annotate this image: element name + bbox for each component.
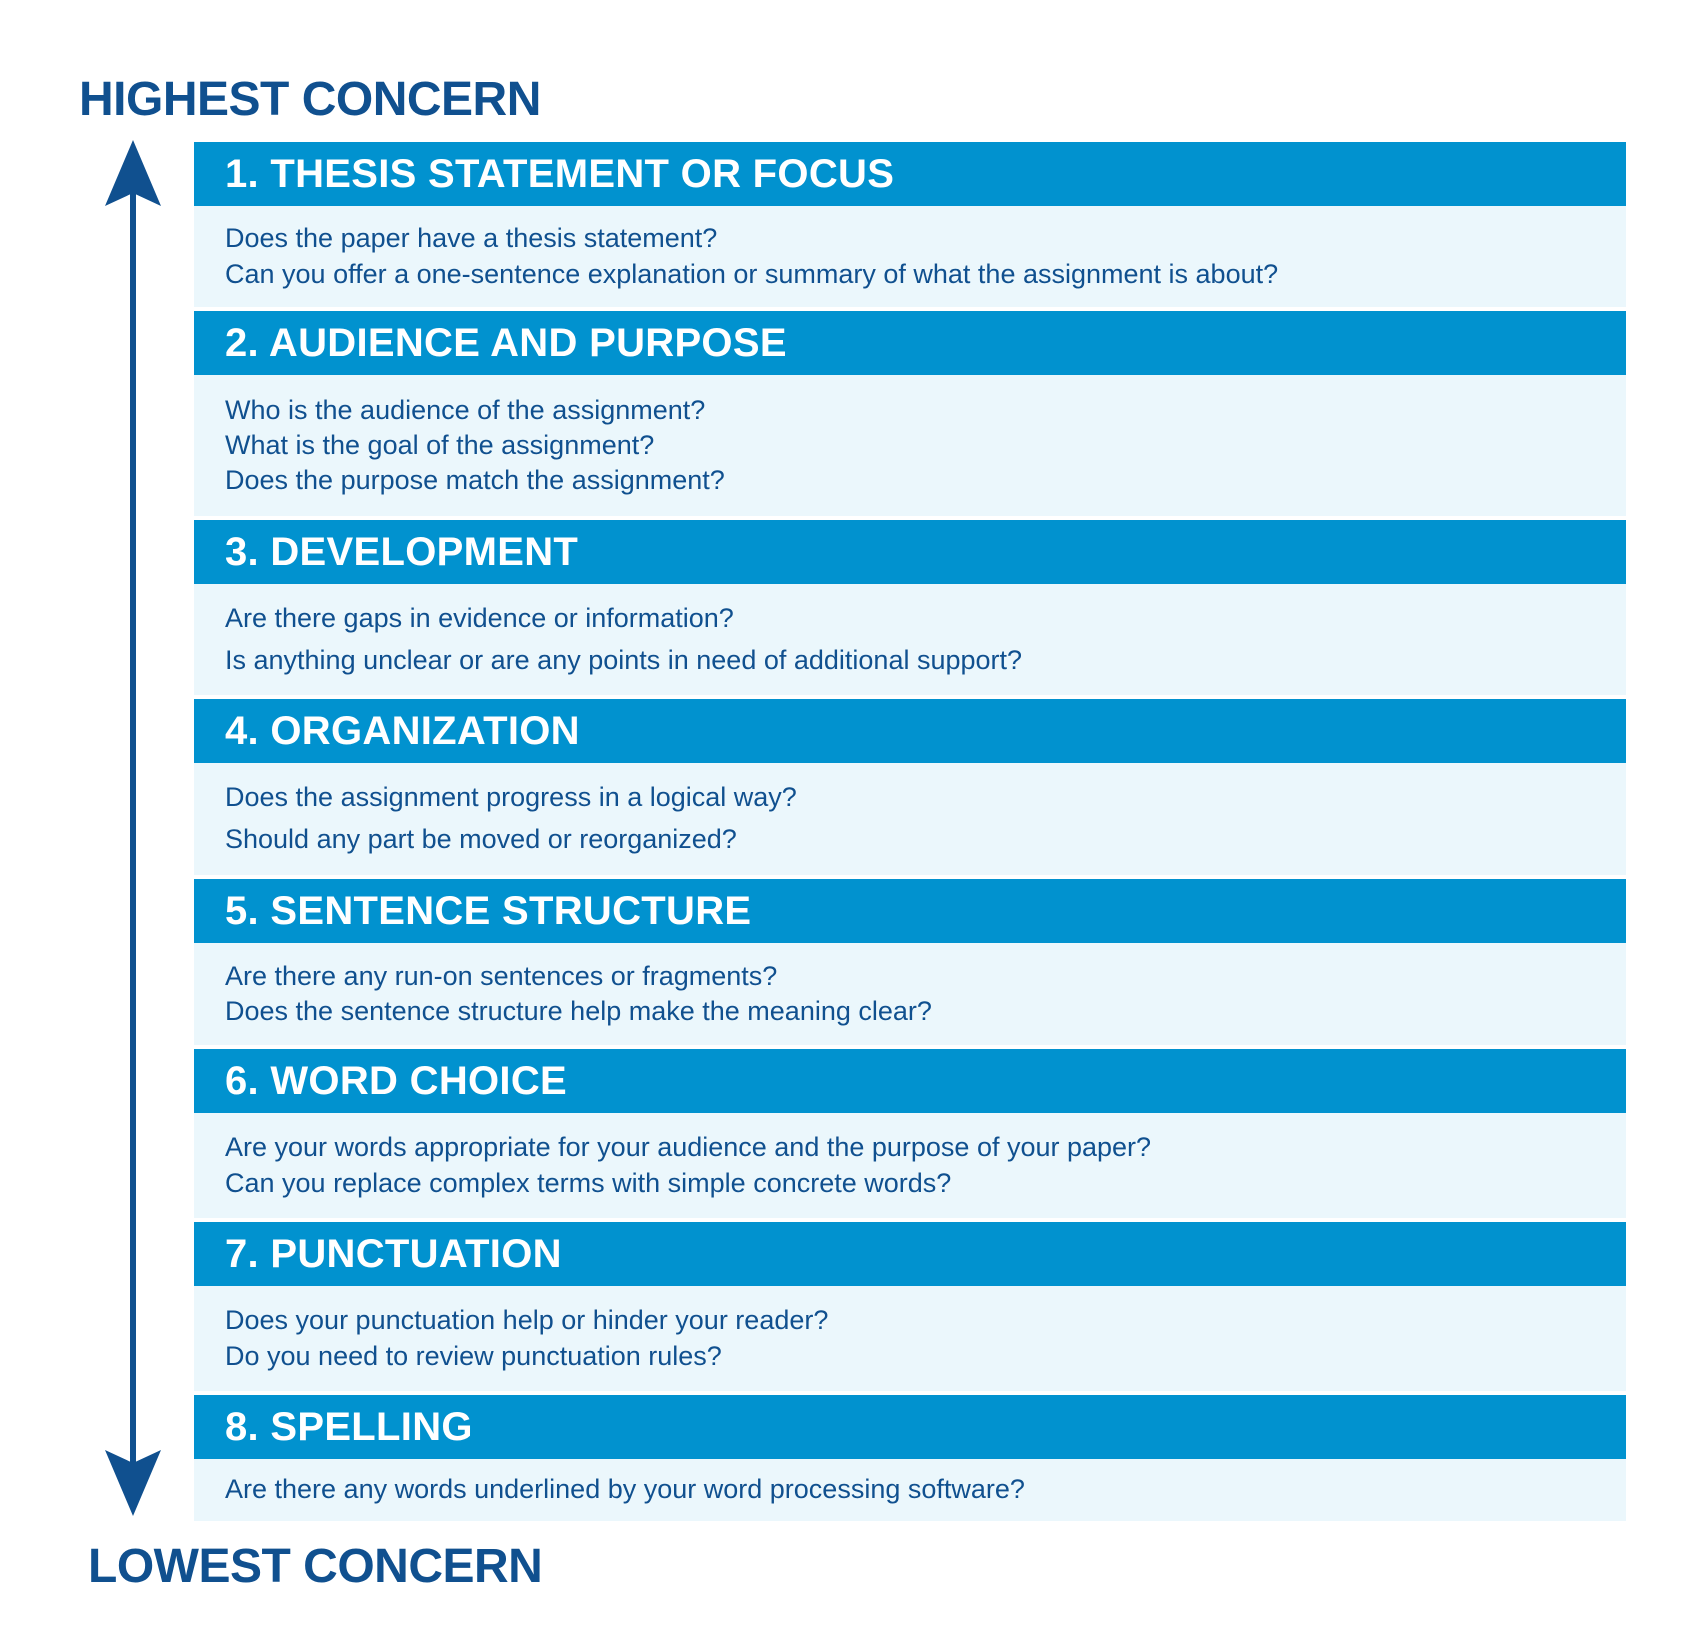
block-questions: [194, 943, 1626, 1045]
question-text: Are your words appropriate for your audience and the purpose of your paper?: [225, 1132, 1152, 1163]
question-text: Are there gaps in evidence or information?: [225, 602, 734, 633]
question-text: Should any part be moved or reorganized?: [225, 824, 737, 854]
block-questions: [194, 375, 1626, 516]
block-header: [194, 520, 1626, 584]
concern-stack: [194, 142, 1626, 1521]
concern-block-sentence-structure: [194, 879, 1626, 1045]
concern-block-organization: [194, 699, 1626, 875]
question-text: Does the sentence structure help make the meaning clear?: [225, 996, 932, 1026]
block-header: [194, 311, 1626, 375]
question-text: Does the paper have a thesis statement?: [225, 223, 718, 254]
block-header: [194, 699, 1626, 763]
block-questions: [194, 584, 1626, 695]
question-text: Are there any words underlined by your word processing software?: [225, 1474, 1025, 1505]
concern-block-punctuation: [194, 1222, 1626, 1391]
block-questions: [194, 206, 1626, 307]
block-header: [194, 1222, 1626, 1286]
block-header: [194, 1049, 1626, 1113]
concern-block-word-choice: [194, 1049, 1626, 1218]
question-text: Does the assignment progress in a logical way?: [225, 782, 797, 813]
concern-block-audience: [194, 311, 1626, 516]
block-questions: [194, 1286, 1626, 1391]
concern-block-thesis: [194, 142, 1626, 307]
block-header: [194, 1395, 1626, 1459]
question-text: What is the goal of the assignment?: [225, 429, 655, 460]
question-text: Are there any run-on sentences or fragments?: [225, 960, 778, 991]
double-headed-arrow-icon: [103, 140, 163, 1516]
question-text: Is anything unclear or are any points in need of additional support?: [225, 644, 1023, 675]
block-questions: [194, 1113, 1626, 1218]
block-title: 5. SENTENCE STRUCTURE: [225, 889, 752, 933]
block-questions: [194, 1459, 1626, 1521]
block-title: 2. AUDIENCE AND PURPOSE: [225, 321, 787, 365]
question-text: Who is the audience of the assignment?: [225, 394, 706, 425]
lowest-concern-label: LOWEST CONCERN: [88, 1540, 543, 1593]
question-text: Do you need to review punctuation rules?: [225, 1340, 722, 1371]
block-title: 3. DEVELOPMENT: [225, 530, 579, 574]
block-title: 8. SPELLING: [225, 1405, 473, 1449]
question-text: Does your punctuation help or hinder your reader?: [225, 1305, 829, 1336]
concern-block-spelling: [194, 1395, 1626, 1521]
block-header: [194, 879, 1626, 943]
block-title: 6. WORD CHOICE: [225, 1059, 567, 1103]
block-questions: [194, 763, 1626, 875]
block-header: [194, 142, 1626, 206]
question-text: Can you replace complex terms with simple concrete words?: [225, 1167, 952, 1198]
block-title: 1. THESIS STATEMENT OR FOCUS: [225, 152, 895, 196]
question-text: Can you offer a one-sentence explanation or summary of what the assignment is about?: [225, 258, 1279, 289]
block-title: 4. ORGANIZATION: [225, 709, 580, 753]
highest-concern-label: HIGHEST CONCERN: [79, 73, 541, 126]
concern-block-development: [194, 520, 1626, 695]
question-text: Does the purpose match the assignment?: [225, 465, 725, 496]
block-title: 7. PUNCTUATION: [225, 1232, 562, 1276]
